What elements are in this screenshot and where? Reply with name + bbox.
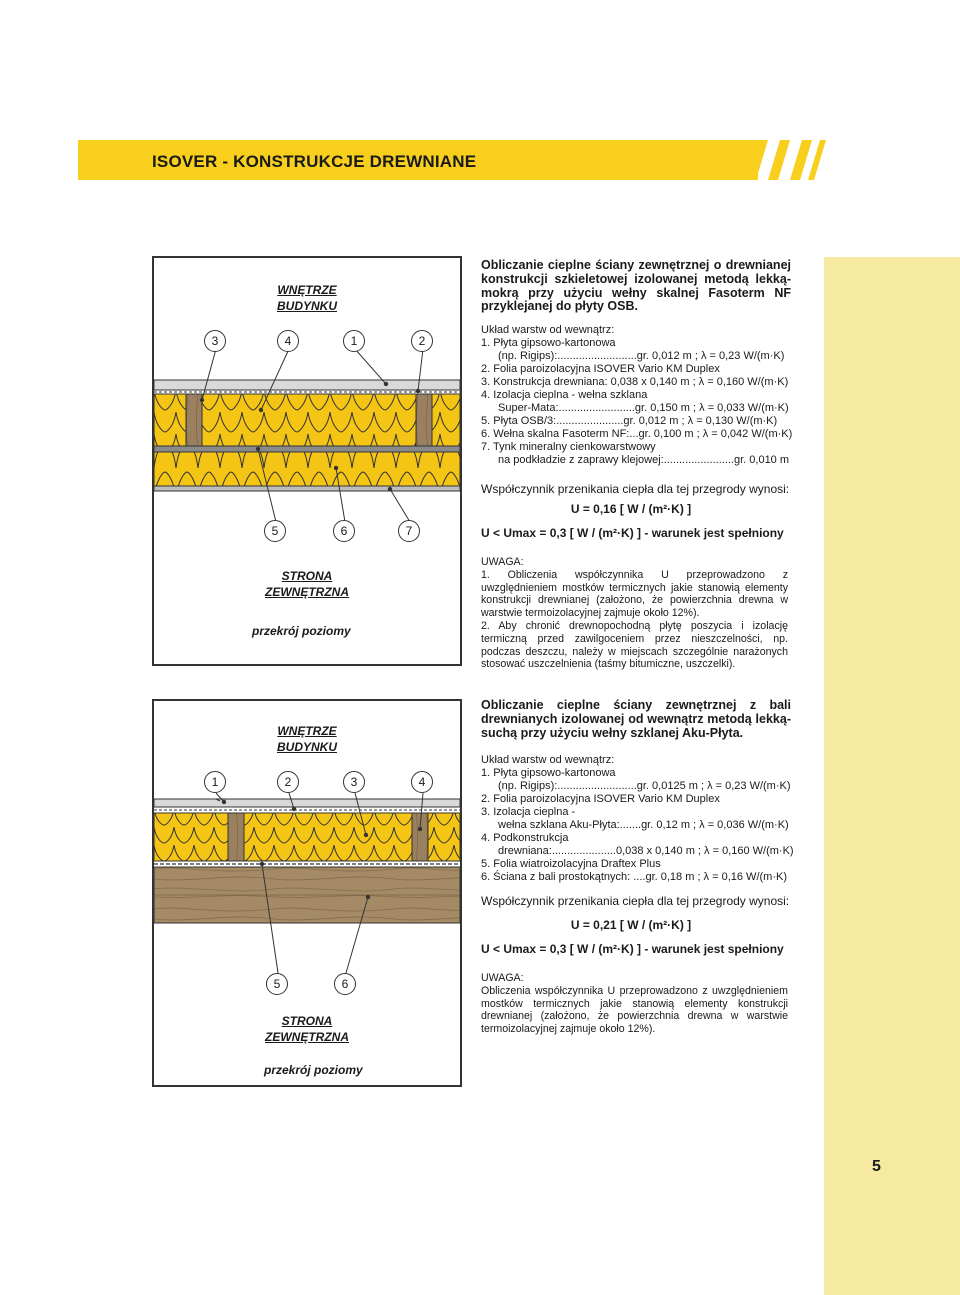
section-caption-2: przekrój poziomy (264, 1063, 363, 1077)
callout-2: 2 (277, 771, 299, 793)
inside-label-2: WNĘTRZE BUDYNKU (277, 724, 337, 754)
section1-coef-text: Współczynnik przenikania ciepła dla tej przegrody wynosi: (481, 482, 790, 496)
wall-section-diagram-1 (154, 258, 460, 664)
section-caption: przekrój poziomy (252, 624, 351, 638)
warning-title-2: UWAGA: (481, 972, 524, 984)
section2-condition: U < Umax = 0,3 [ W / (m²·K) ] - warunek jest spełniony (481, 942, 784, 956)
section1-warning: UWAGA: 1. Obliczenia współczynnika U przeprowadzono z uwzględnieniem mostków termicznych jakie stanowią elementy konstrukcji drewnianej (założono, że powierzchnia drewna w warstwie termoizolacyjnej zajmuje około 12%). 2. Aby chronić drewnopochodną płytę poszycia i izolację termiczną przed zawilgoceniem przez nieszczelności, np. podczas deszczu, należy w miejscach szczególnie narażonych stosować uszczelnienia (taśmy bitumiczne, uszczelki). (481, 556, 788, 671)
section1-heading: Obliczanie cieplne ściany zewnętrznej o drewnianej konstrukcji szkieletowej izolowanej metodą lekką-mokrą przy użyciu wełny skalnej Fasoterm NF przyklejanej do płyty OSB. (481, 258, 791, 314)
callout-1: 1 (343, 330, 365, 352)
layers-title: Układ warstw od wewnątrz: (481, 324, 615, 336)
diagram-panel-2 (152, 699, 462, 1087)
callout-3: 3 (204, 330, 226, 352)
page-title: ISOVER - KONSTRUKCJE DREWNIANE (152, 152, 477, 171)
section2-layers: Układ warstw od wewnątrz: 1. Płyta gipsowo-kartonowa (np. Rigips):..........................gr. 0,0125 m ; λ = 0,23 W/(m·K) 2. Folia paroizolacyjna ISOVER Vario KM Duplex 3. Izolacja cieplna - wełna szklana Aku-Płyta:.......gr. 0,12 m ; λ = 0,036 W/(m·K) 4. Podkonstrukcja drewniana:.....................0,038 x 0,140 m ; λ = 0,160 W/(m·K) 5. Folia wiatroizolacyjna Draftex Plus 6. Ściana z bali prostokątnych: ....gr. 0,18 m ; λ = 0,16 W/(m·K) (481, 754, 794, 883)
callout-5: 5 (264, 520, 286, 542)
section1-condition: U < Umax = 0,3 [ W / (m²·K) ] - warunek jest spełniony (481, 526, 784, 540)
section1-layers: Układ warstw od wewnątrz: 1. Płyta gipsowo-kartonowa (np. Rigips):..........................gr. 0,012 m ; λ = 0,23 W/(m·K) 2. Folia paroizolacyjna ISOVER Vario KM Duplex 3. Konstrukcja drewniana: 0,038 x 0,140 m ; λ = 0,160 W/(m·K) 4. Izolacja cieplna - wełna szklana Super-Mata:.........................gr. 0,150 m ; λ = 0,033 W/(m·K) 5. Płyta OSB/3:......................gr. 0,012 m ; λ = 0,130 W/(m·K) 6. Wełna skalna Fasoterm NF:...gr. 0,100 m ; λ = 0,042 W/(m·K) 7. Tynk mineralny cienkowarstwowy na podkładzie z zaprawy klejowej:.......................gr. 0,010 m (481, 324, 793, 466)
callout-1: 1 (204, 771, 226, 793)
outside-label: STRONA ZEWNĘTRZNA (265, 569, 349, 599)
inside-label: WNĘTRZE BUDYNKU (277, 283, 337, 313)
page-number: 5 (872, 1158, 881, 1175)
callout-7: 7 (398, 520, 420, 542)
callout-6: 6 (334, 973, 356, 995)
callout-4: 4 (411, 771, 433, 793)
callout-2: 2 (411, 330, 433, 352)
callout-3: 3 (343, 771, 365, 793)
callout-4: 4 (277, 330, 299, 352)
header-stripes (730, 140, 830, 180)
callout-5: 5 (266, 973, 288, 995)
callout-6: 6 (333, 520, 355, 542)
warning-title: UWAGA: (481, 556, 524, 568)
section1-u-value: U = 0,16 [ W / (m²·K) ] (570, 502, 692, 516)
section2-heading: Obliczanie cieplne ściany zewnętrznej z bali drewnianych izolowanej od wewnątrz metodą lekką-suchą przy użyciu wełny szklanej Aku-Płyta. (481, 698, 791, 740)
diagram-panel-1 (152, 256, 462, 666)
layers-title-2: Układ warstw od wewnątrz: (481, 754, 615, 766)
section2-u-value: U = 0,21 [ W / (m²·K) ] (570, 918, 692, 932)
section2-coef-text: Współczynnik przenikania ciepła dla tej przegrody wynosi: (481, 894, 790, 908)
section2-warning: UWAGA: Obliczenia współczynnika U przeprowadzono z uwzględnieniem mostków termicznych jakie stanowią elementy konstrukcji drewnianej (założono, że powierzchnia drewna w warstwie termoizolacyjnej zajmuje około 12%). (481, 972, 788, 1036)
outside-label-2: STRONA ZEWNĘTRZNA (265, 1014, 349, 1044)
side-strip (824, 257, 960, 1295)
